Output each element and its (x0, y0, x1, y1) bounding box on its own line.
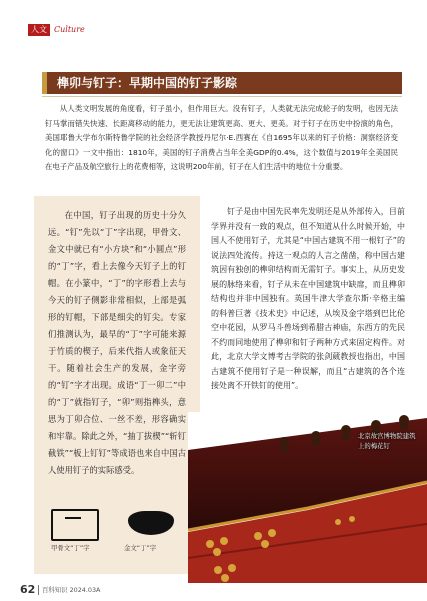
section-badge: 人文 (28, 24, 50, 36)
bronze-glyph-caption: 金文“丁”字 (124, 544, 157, 552)
sidebar-paragraph: 在中国，钉子出现的历史十分久远。“钉”先以“丁”字出现，甲骨文、金文中就已有“小方块”和“小圆点”形的“丁”字，看上去像今天钉子上的钉帽。在小篆中，“丁”的字形看上去与今天的钉子侧影非常相似，上部是弧形的钉帽，下部是细尖的钉尖。专家们推测认为，最早的“丁”字可能来源于竹质的楔子，后来代指人或象征天干。随着社会生产的发展，金字旁的“钉”字才出现。成语“丁一卯二”中的“丁”就指钉子，“卯”则指榫头，意思为丁卯合位、一丝不差，形容确实和牢靠。除此之外，“抽丁拔楔”“斩钉截铁”“板上钉钉”等成语也来自中国古人使用钉子的实际感受。 (48, 210, 186, 475)
section-english-label: Culture (54, 25, 85, 34)
publication-info: 百科知识 2024.03A (42, 586, 101, 594)
title-bar (42, 72, 402, 94)
photo-caption: 北京故宫博物院建筑上的梅花钉 (358, 432, 416, 450)
intro-paragraph: 从人类文明发展的角度看，钉子虽小，但作用巨大。没有钉子，人类就无法完成轮子的发明，也因无法钉马掌而错失快速、长距离移动的能力，更无法让建筑更高、更大、更美。对于钉子在历史中扮演的角色，美国耶鲁大学布尔斯特鲁学院的社会经济学教授丹尼尔·E.西赛在《自1695年以来的钉子价格：洞察经济变化的窗口》一文中指出：1810年，美国的钉子消费占当年全美GDP的0.4%，这个数值与2019年全美国民在电子产品及航空旅行上的花费相等，这说明200年前，钉子在人们生活中的地位十分重要。 (45, 104, 398, 171)
footer-separator (38, 585, 39, 595)
forbidden-city-gate-photo (188, 412, 427, 583)
title-rule (42, 96, 402, 97)
right-column-paragraph: 钉子是由中国先民率先发明还是从外部传入，目前学界并没有一致的观点，但不知道从什么时候开始，中国人不使用钉子，尤其是“中国古建筑不用一根钉子”的说法四处流传。持这一观点的人言之凿凿，称中国古建筑因有独创的榫卯结构而无需钉子。事实上，从历史发展的脉络来看，钉子从未在中国建筑中缺席，而且榫卯结构也并非中国独有。英国牛津大学查尔斯·辛格主编的科普巨著《技术史》中记述，从埃及金字塔到巴比伦空中花园，从罗马斗兽场到希腊古神庙，东西方的先民不约而同地使用了榫卯和钉子两种方式来固定构件。对此，北京大学文博考古学院的张剑葳教授也指出，中国古建筑不使用钉子是一种误解，而且“古建筑的各个连接处离不开铁钉的使用”。 (211, 207, 405, 390)
oracle-glyph-caption: 甲骨文“丁”字 (51, 544, 90, 552)
page-number: 62 (20, 583, 36, 596)
oracle-bone-ding-glyph (51, 509, 99, 541)
article-title: 榫卯与钉子：早期中国的钉子影踪 (57, 76, 238, 90)
